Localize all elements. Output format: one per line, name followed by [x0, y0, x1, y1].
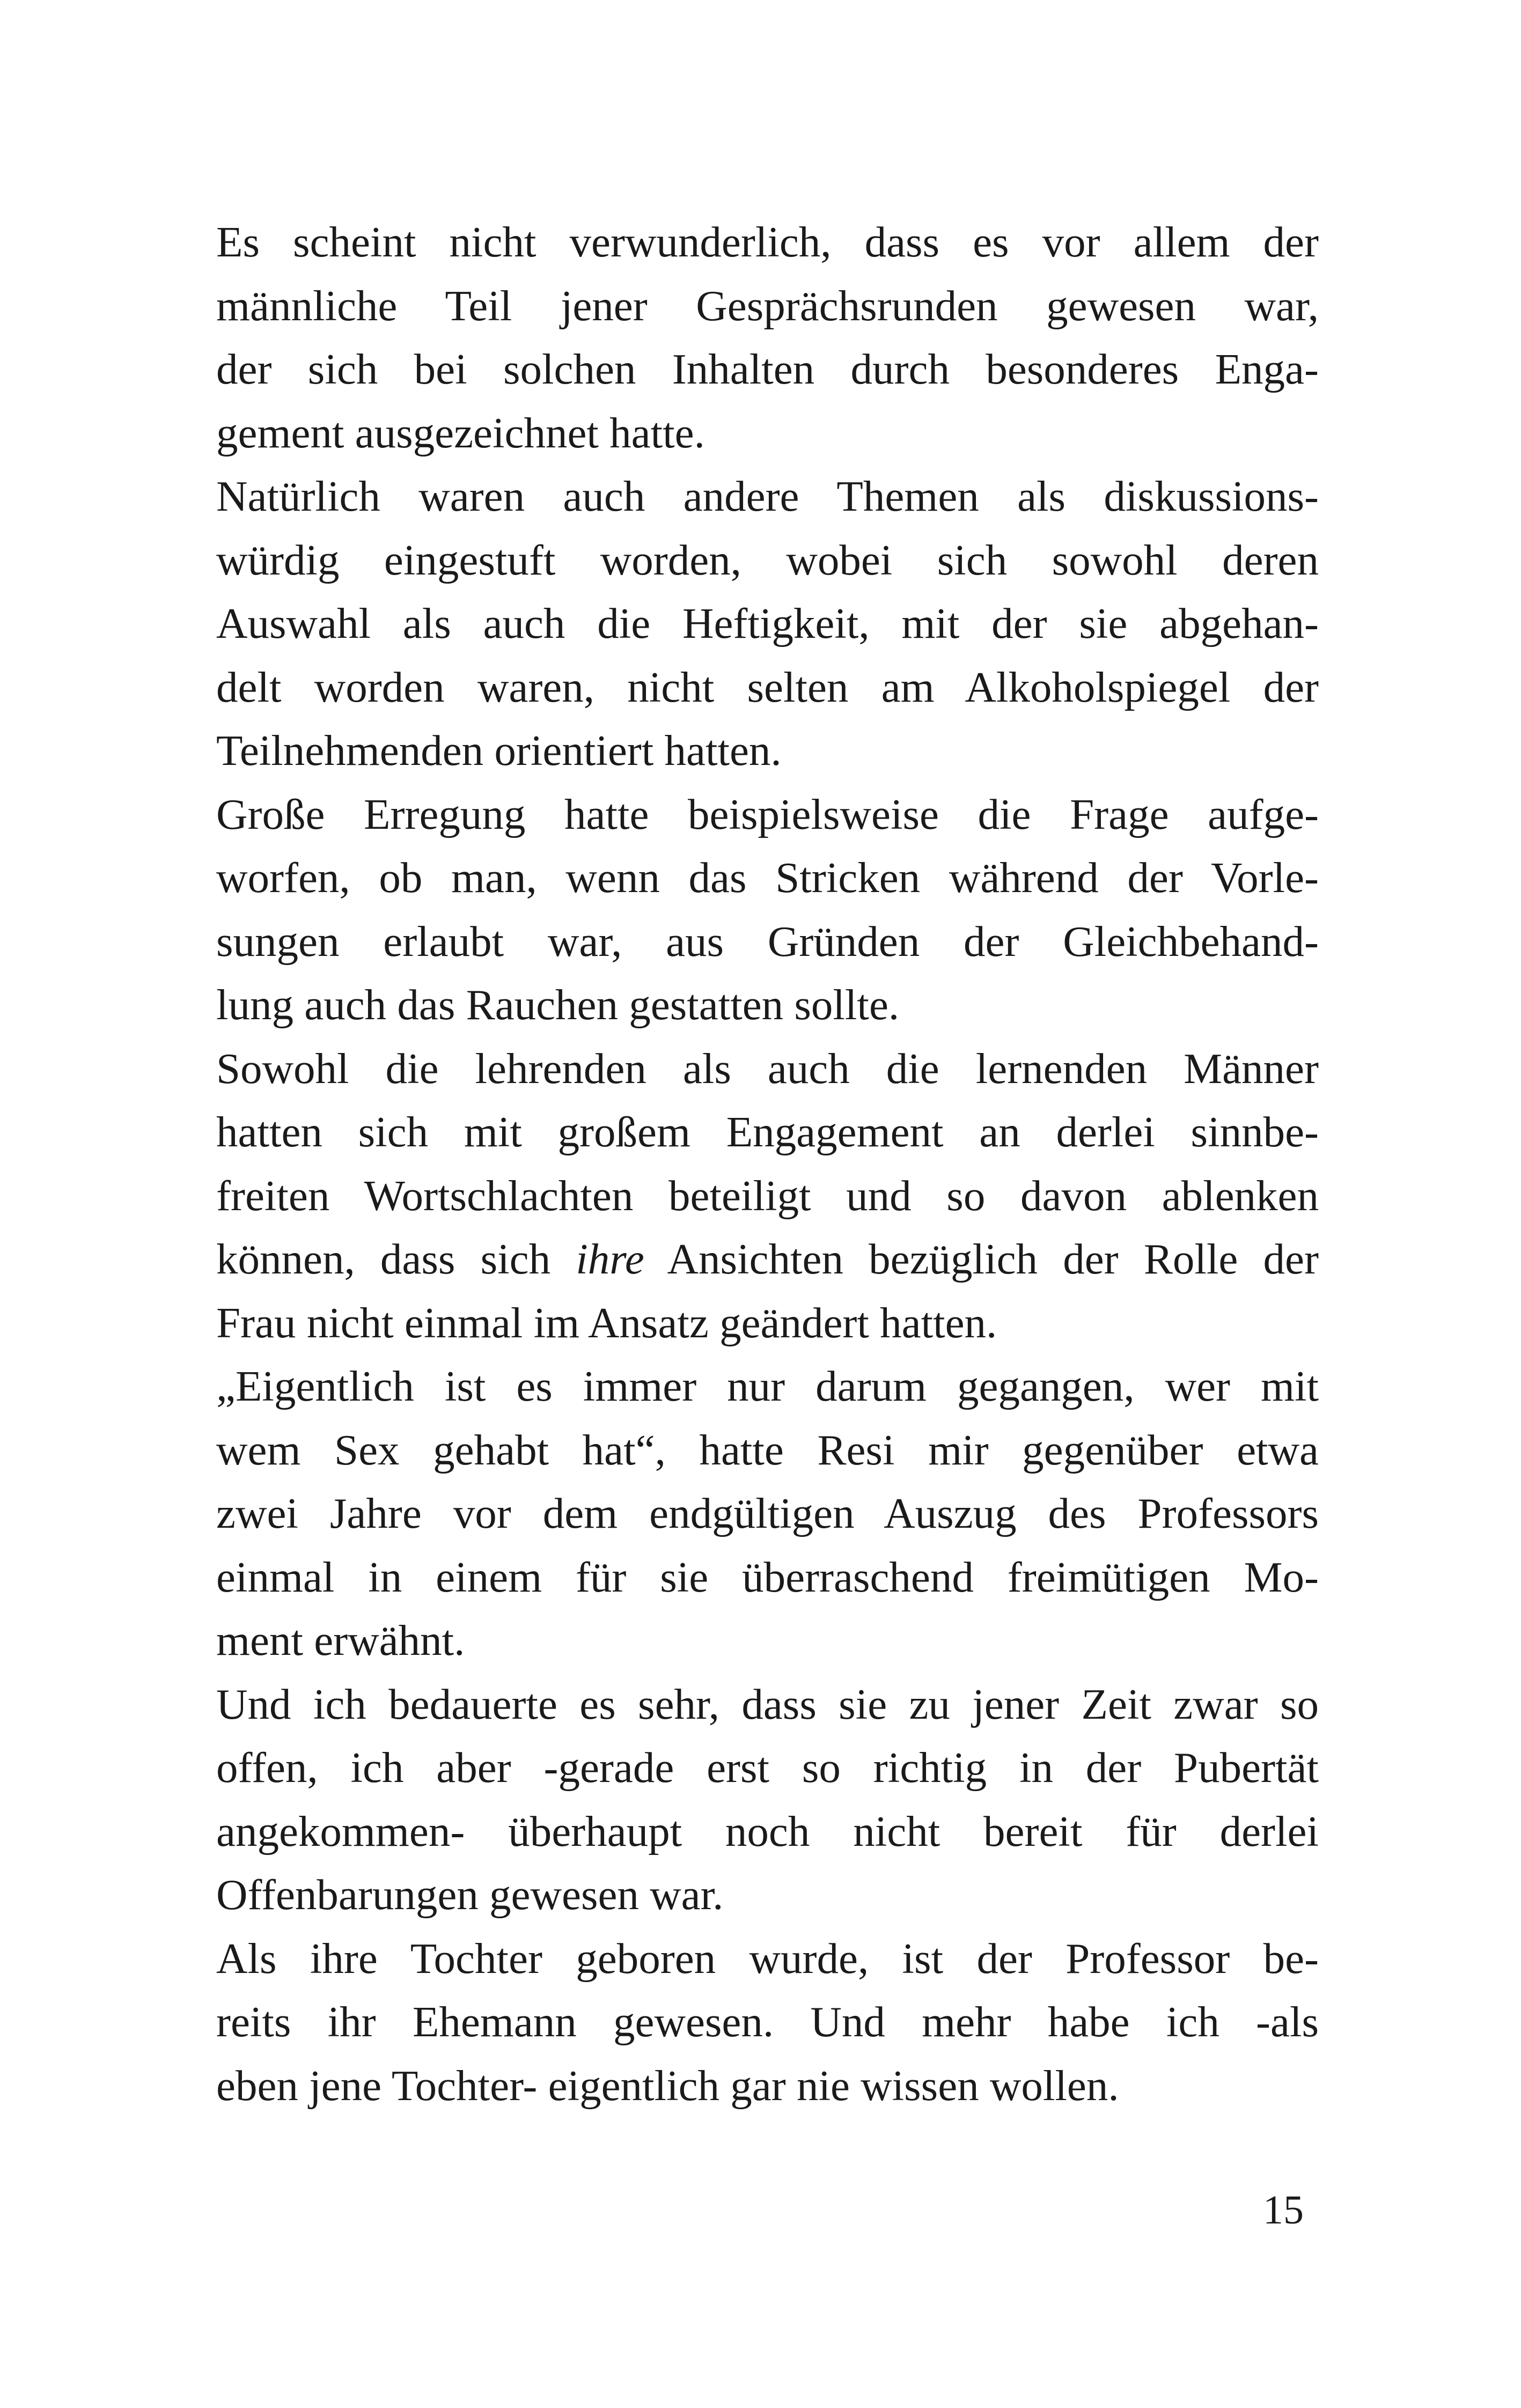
- text-line: [216, 846, 1319, 910]
- text-segment: delt worden waren, nicht selten am Alkoholspiegel der: [216, 662, 1319, 711]
- text-segment: zwei Jahre vor dem endgültigen Auszug des Professors: [216, 1489, 1319, 1537]
- text-line: [216, 528, 1319, 592]
- text-segment: Offenbarungen gewesen war.: [216, 1871, 724, 1919]
- text-line: [216, 1291, 1319, 1355]
- text-segment: hatten sich mit großem Engagement an derlei sinnbe-: [216, 1108, 1319, 1156]
- text-segment: lung auch das Rauchen gestatten sollte.: [216, 981, 900, 1029]
- text-line: [216, 1863, 1319, 1927]
- text-segment: angekommen- überhaupt noch nicht bereit für derlei: [216, 1807, 1319, 1855]
- text-segment: Es scheint nicht verwunderlich, dass es vor allem der: [216, 218, 1319, 266]
- text-line: [216, 1736, 1319, 1800]
- text-line: [216, 910, 1319, 974]
- text-segment: worfen, ob man, wenn das Stricken während der Vorle-: [216, 853, 1319, 902]
- text-line: [216, 1545, 1319, 1609]
- text-segment: Und ich bedauerte es sehr, dass sie zu jener Zeit zwar so: [216, 1680, 1319, 1728]
- text-line: [216, 2054, 1319, 2118]
- text-segment: können, dass sich: [216, 1235, 576, 1283]
- text-line: [216, 1164, 1319, 1228]
- text-segment: ment erwähnt.: [216, 1616, 465, 1665]
- text-segment: Ansichten bezüglich der Rolle der: [644, 1235, 1319, 1283]
- text-line: [216, 337, 1319, 401]
- text-segment: offen, ich aber -gerade erst so richtig in der Pubertät: [216, 1743, 1319, 1792]
- text-segment: männliche Teil jener Gesprächsrunden gewesen war,: [216, 281, 1319, 330]
- text-line: [216, 1037, 1319, 1101]
- text-segment: reits ihr Ehemann gewesen. Und mehr habe ich -als: [216, 1998, 1319, 2046]
- text-line: [216, 783, 1319, 846]
- text-line: [216, 465, 1319, 528]
- text-segment: Als ihre Tochter geboren wurde, ist der Professor be-: [216, 1934, 1319, 1983]
- page-body: [216, 210, 1319, 2117]
- text-line: [216, 1673, 1319, 1736]
- text-segment: sungen erlaubt war, aus Gründen der Gleichbehand-: [216, 917, 1319, 966]
- text-line: [216, 1482, 1319, 1545]
- text-segment: Sowohl die lehrenden als auch die lernenden Männer: [216, 1044, 1319, 1093]
- text-line: [216, 656, 1319, 719]
- text-line: [216, 1990, 1319, 2054]
- text-segment: würdig eingestuft worden, wobei sich sowohl deren: [216, 535, 1319, 584]
- text-segment: gement ausgezeichnet hatte.: [216, 408, 705, 457]
- text-line: [216, 719, 1319, 783]
- text-segment: Natürlich waren auch andere Themen als diskussions-: [216, 472, 1319, 520]
- page-number: 15: [1263, 2188, 1304, 2233]
- text-line: [216, 1418, 1319, 1482]
- text-line: [216, 1609, 1319, 1673]
- text-segment: Große Erregung hatte beispielsweise die Frage aufge-: [216, 790, 1319, 838]
- text-segment: einmal in einem für sie überraschend freimütigen Mo-: [216, 1552, 1319, 1601]
- italic-text: ihre: [576, 1235, 644, 1283]
- text-segment: Frau nicht einmal im Ansatz geändert hatten.: [216, 1298, 997, 1347]
- text-line: [216, 973, 1319, 1037]
- text-segment: Auswahl als auch die Heftigkeit, mit der sie abgehan-: [216, 599, 1319, 647]
- text-line: [216, 1354, 1319, 1418]
- text-segment: der sich bei solchen Inhalten durch besonderes Enga-: [216, 345, 1319, 393]
- text-segment: eben jene Tochter- eigentlich gar nie wissen wollen.: [216, 2061, 1119, 2110]
- text-segment: „Eigentlich ist es immer nur darum gegangen, wer mit: [216, 1362, 1319, 1410]
- text-line: [216, 401, 1319, 465]
- text-line: [216, 592, 1319, 656]
- text-line: [216, 1227, 1319, 1291]
- text-line: [216, 274, 1319, 338]
- text-segment: Teilnehmenden orientiert hatten.: [216, 726, 782, 775]
- text-segment: freiten Wortschlachten beteiligt und so davon ablenken: [216, 1171, 1319, 1220]
- text-segment: wem Sex gehabt hat“, hatte Resi mir gegenüber etwa: [216, 1425, 1319, 1474]
- text-line: [216, 1100, 1319, 1164]
- text-line: [216, 210, 1319, 274]
- text-line: [216, 1927, 1319, 1991]
- text-line: [216, 1800, 1319, 1864]
